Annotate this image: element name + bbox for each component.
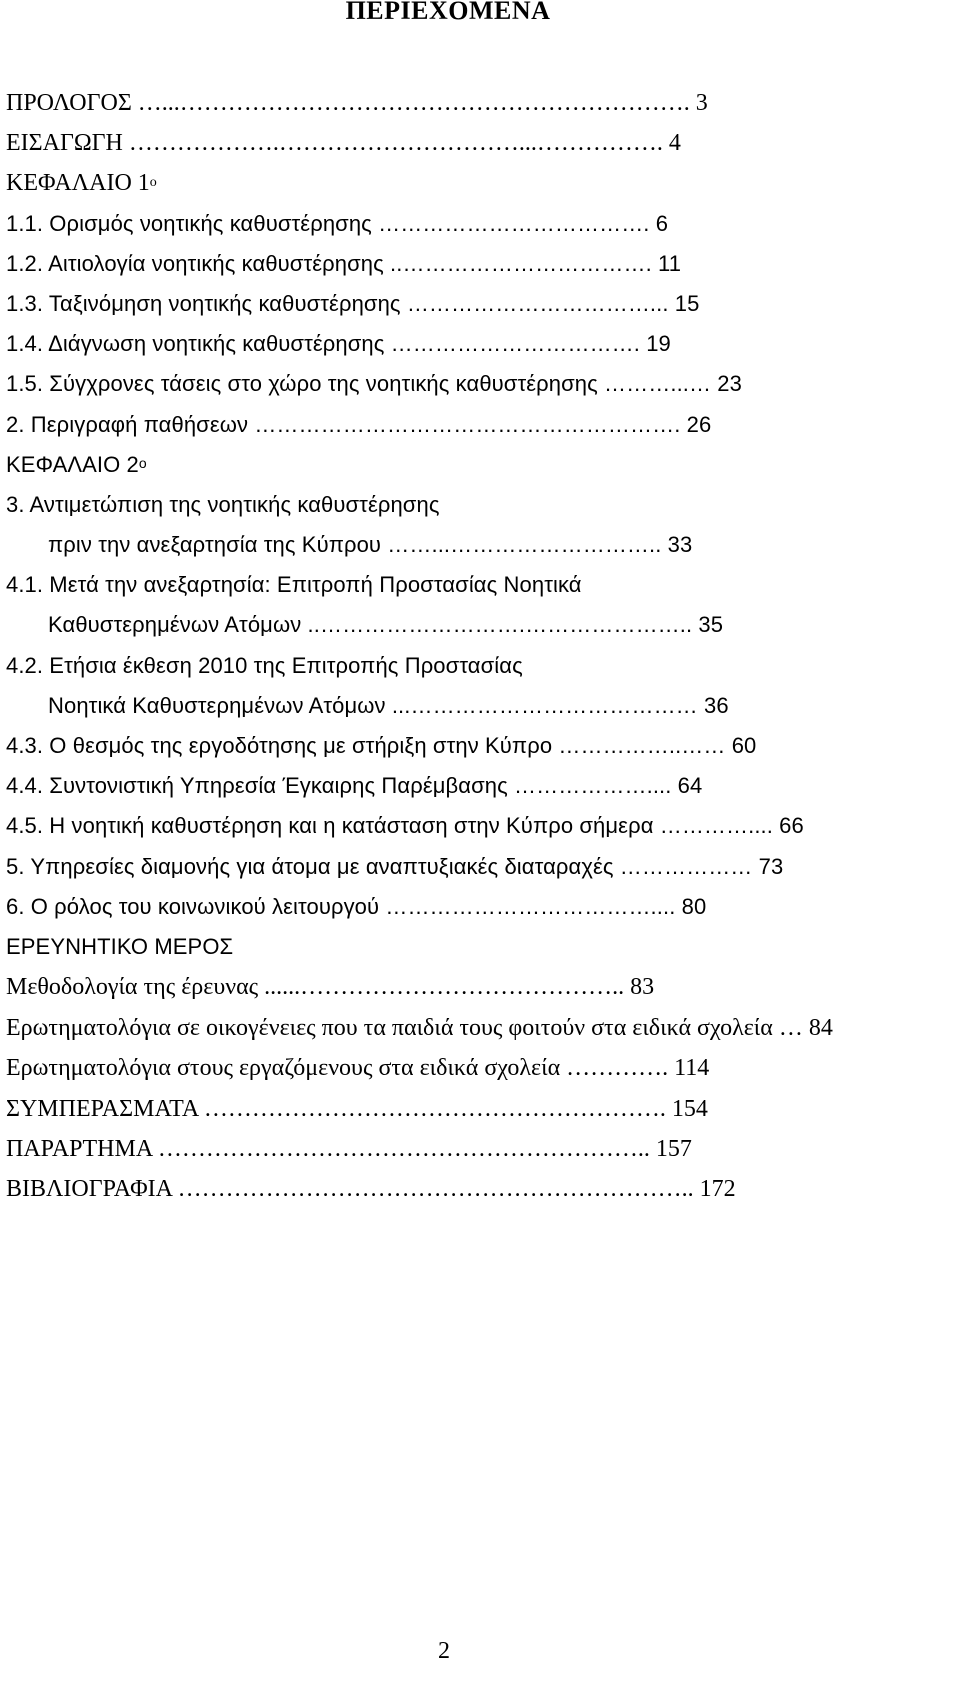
toc-entry-1-1[interactable]: 1.1. Ορισμός νοητικής καθυστέρησης ………………………………. 6 (6, 211, 669, 236)
toc-entry-3-title[interactable]: 3. Αντιμετώπιση της νοητικής καθυστέρησης (6, 492, 440, 517)
page-number: 2 (438, 1638, 450, 1664)
toc-entry-1-4[interactable]: 1.4. Διάγνωση νοητικής καθυστέρησης ……………………………. 19 (6, 331, 671, 356)
toc-entry-4-5[interactable]: 4.5. Η νοητική καθυστέρηση και η κατάσταση στην Κύπρο σήμερα ………….... 66 (6, 813, 804, 838)
toc-chapter-1-heading: ΚΕΦΑΛΑΙΟ $1^o$ (6, 170, 157, 196)
toc-entry-prologue[interactable]: ΠΡΟΛΟΓΟΣ …...………………………………………………………. 3 (6, 90, 708, 116)
toc-chapter-2-heading: ΚΕΦΑΛΑΙΟ $2^o$ (6, 452, 147, 477)
toc-entry-1-3[interactable]: 1.3. Ταξινόμηση νοητικής καθυστέρησης ……………………………... 15 (6, 291, 700, 316)
toc-research-heading: ΕΡΕΥΝΗΤΙΚΟ ΜΕΡΟΣ (6, 934, 234, 959)
toc-entry-4-3[interactable]: 4.3. Ο θεσμός της εργοδότησης με στήριξη στην Κύπρο ……………..…… 60 (6, 733, 757, 758)
ordinal-superscript: ο (149, 175, 157, 190)
toc-entry-methodology[interactable]: Μεθοδολογία της έρευνας ......………………………………….. 83 (6, 974, 655, 1000)
toc-entry-5[interactable]: 5. Υπηρεσίες διαμονής για άτομα με αναπτυξιακές διαταραχές ……………… 73 (6, 854, 784, 879)
toc-entry-4-4[interactable]: 4.4. Συντονιστική Υπηρεσία Έγκαιρης Παρέμβασης ……………….... 64 (6, 773, 703, 798)
toc-entry-4-2-title[interactable]: 4.2. Ετήσια έκθεση 2010 της Επιτροπής Προστασίας (6, 653, 523, 678)
toc-entry-3-cont[interactable]: πριν την ανεξαρτησία της Κύπρου ……...……………………….. 33 (48, 532, 693, 557)
toc-entry-questionnaires-staff[interactable]: Ερωτηματολόγια στους εργαζόμενους στα ειδικά σχολεία …………. 114 (6, 1055, 710, 1081)
page-title: ΠΕΡΙΕΧΟΜΕΝΑ (345, 0, 551, 25)
toc-entry-questionnaires-families[interactable]: Ερωτηματολόγια σε οικογένειες που τα παιδιά τους φοιτούν στα ειδικά σχολεία … 84 (6, 1015, 833, 1041)
toc-entry-1-2[interactable]: 1.2. Αιτιολογία νοητικής καθυστέρησης ..……………………………. 11 (6, 251, 682, 276)
toc-entry-1-5[interactable]: 1.5. Σύγχρονες τάσεις στο χώρο της νοητικής καθυστέρησης ………...… 23 (6, 371, 742, 396)
toc-entry-bibliography[interactable]: ΒΙΒΛΙΟΓΡΑΦΙΑ ……………………………………………………….. 172 (6, 1176, 736, 1202)
toc-entry-4-1-title[interactable]: 4.1. Μετά την ανεξαρτησία: Επιτροπή Προστασίας Νοητικά (6, 572, 582, 597)
toc-entry-4-1-cont[interactable]: Καθυστερημένων Ατόμων ..……………………….………………….. 35 (48, 612, 724, 637)
toc-entry-appendix[interactable]: ΠΑΡΑΡΤΗΜΑ …………………………………………………….. 157 (6, 1136, 692, 1162)
toc-entry-4-2-cont[interactable]: Νοητικά Καθυστερημένων Ατόμων ...………………………………… 36 (48, 693, 729, 718)
toc-entry-introduction[interactable]: ΕΙΣΑΓΩΓΗ ……………….…………………………...……………. 4 (6, 130, 681, 156)
ordinal-superscript: ο (138, 455, 147, 471)
toc-entry-2[interactable]: 2. Περιγραφή παθήσεων …………………………………………………. 26 (6, 412, 712, 437)
toc-entry-6[interactable]: 6. Ο ρόλος του κοινωνικού λειτουργού ……………………………….... 80 (6, 894, 707, 919)
toc-entry-conclusions[interactable]: ΣΥΜΠΕΡΑΣΜΑΤΑ …………………………………………………. 154 (6, 1096, 708, 1122)
